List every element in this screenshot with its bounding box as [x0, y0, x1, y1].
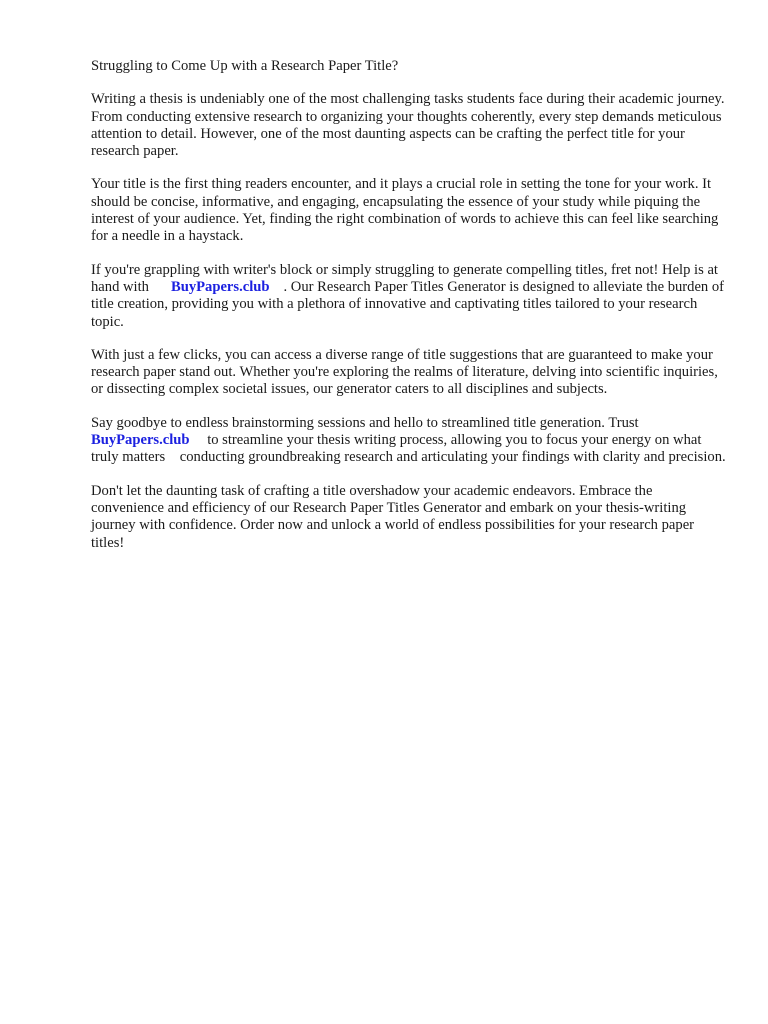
document-page	[91, 58, 727, 568]
document-title: Struggling to Come Up with a Research Paper Title?	[91, 58, 399, 74]
paragraph-help-text-end: . Our Research Paper Titles Generator is designed to alleviate the burden of title creation, providing you with a plethora of innovative and captivating titles tailored to your research topic.	[91, 278, 725, 330]
paragraph-help-text-start: If you're grappling with writer's block or simply struggling to generate compelling titles, fret not! Help is at hand with	[91, 261, 718, 295]
buypapers-link[interactable]: BuyPapers.club	[170, 278, 270, 295]
paragraph-trust-text-end: to streamline your thesis writing process, allowing you to focus your energy on what truly matters conducting groundbreaking research and articulating your findings with clarity and precision.	[91, 432, 726, 466]
paragraph-trust	[91, 415, 727, 467]
paragraph-suggestions: With just a few clicks, you can access a diverse range of title suggestions that are guaranteed to make your research paper stand out. Whether you're exploring the realms of literature, delving into scientific inquiries, or dissecting complex societal issues, our generator caters to all disciplines and subjects.	[91, 346, 718, 398]
paragraph-trust-text-start: Say goodbye to endless brainstorming sessions and hello to streamlined title generation. Trust	[91, 414, 639, 431]
paragraph-help	[91, 262, 727, 331]
paragraph-intro: Writing a thesis is undeniably one of the most challenging tasks students face during their academic journey. From conducting extensive research to organizing your thoughts coherently, every step demands meticulous attention to detail. However, one of the most daunting aspects can be crafting the perfect title for your research paper.	[91, 91, 725, 160]
paragraph-title-importance: Your title is the first thing readers encounter, and it plays a crucial role in setting the tone for your work. It should be concise, informative, and engaging, encapsulating the essence of your study while piquing the interest of your audience. Yet, finding the right combination of words to achieve this can feel like searching for a needle in a haystack.	[91, 176, 719, 245]
buypapers-link-2[interactable]: BuyPapers.club	[91, 432, 190, 449]
paragraph-closing: Don't let the daunting task of crafting a title overshadow your academic endeavors. Embrace the convenience and efficiency of our Research Paper Titles Generator and embark on your thesis-writing journey with confidence. Order now and unlock a world of endless possibilities for your research paper titles!	[91, 482, 695, 551]
